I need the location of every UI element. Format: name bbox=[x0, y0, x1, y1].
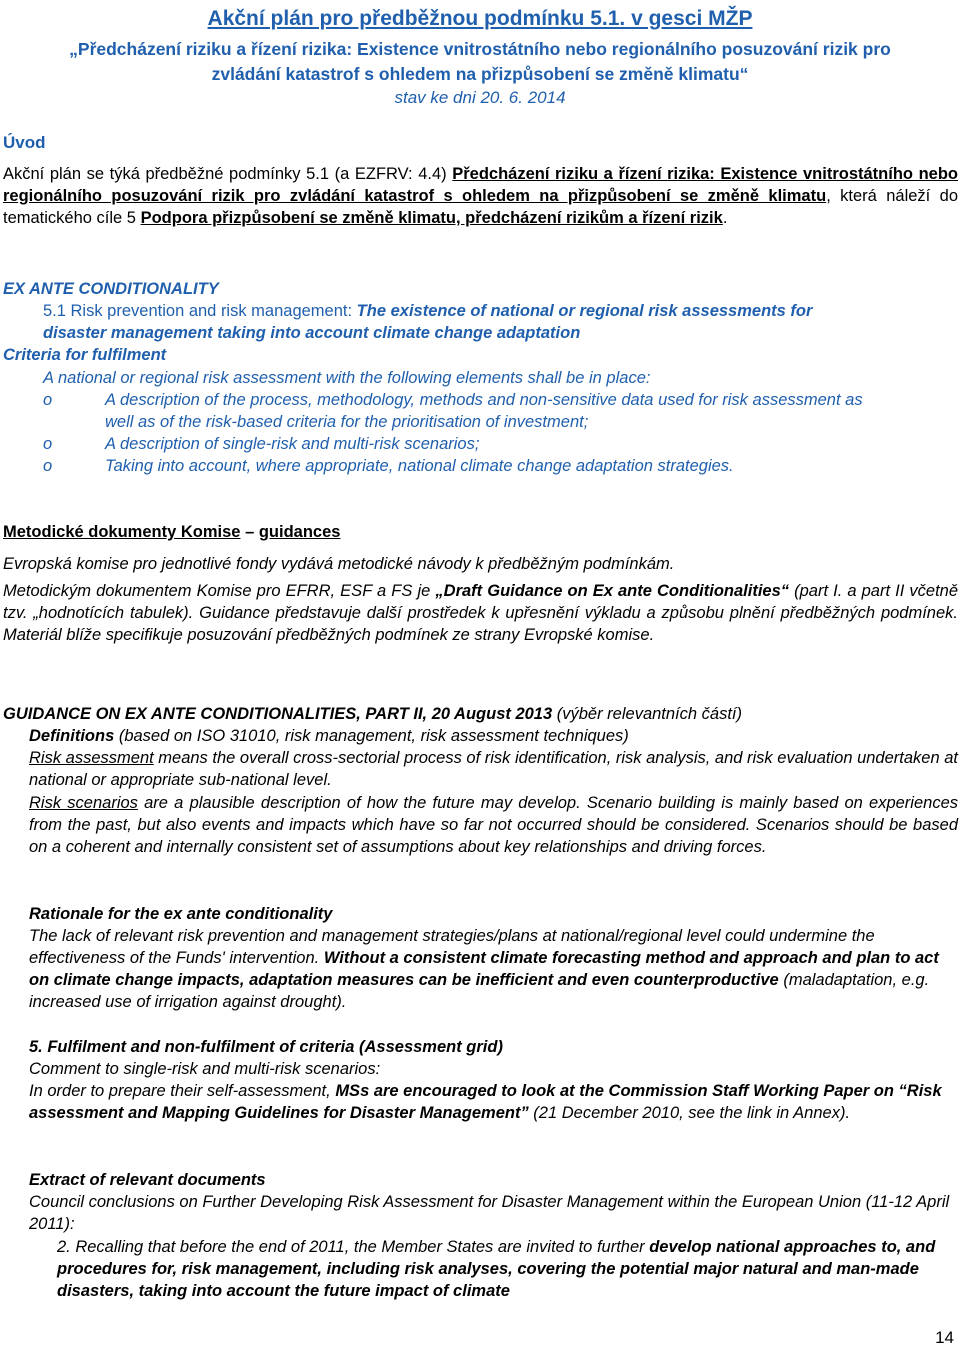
extract-quote: 2. Recalling that before the end of 2011, the Member States are invited to further develop national approaches to, and procedures for, risk management, including risk analyses, covering the potential major natural and man-made disasters, taking into account the future impact of climate bbox=[57, 1238, 936, 1300]
fulfilment-paragraph: In order to prepare their self-assessment, MSs are encouraged to look at the Commission Staff Working Paper on “Risk assessment and Mapping Guidelines for Disaster Management” (21 December 2010, see the link in Annex). bbox=[29, 1082, 942, 1122]
guidance-heading: GUIDANCE ON EX ANTE CONDITIONALITIES, PART II, 20 August 2013 (výběr relevantních částí) bbox=[3, 705, 742, 723]
page-number: 14 bbox=[935, 1328, 954, 1347]
list-item: o A description of single-risk and multi-risk scenarios; bbox=[43, 435, 480, 453]
thematic-objective: Podpora přizpůsobení se změně klimatu, předcházení rizikům a řízení rizik bbox=[140, 209, 723, 227]
list-item: o Taking into account, where appropriate, national climate change adaptation strategies. bbox=[43, 457, 734, 475]
fulfilment-heading: 5. Fulfilment and non-fulfilment of criteria (Assessment grid) bbox=[29, 1038, 503, 1056]
bullet-marker: o bbox=[43, 391, 53, 409]
rationale-heading: Rationale for the ex ante conditionality bbox=[29, 905, 333, 923]
fulfilment-comment: Comment to single-risk and multi-risk scenarios: bbox=[29, 1060, 381, 1078]
risk-scenarios-definition: Risk scenarios are a plausible description of how the future may develop. Scenario building is mainly based on experiences from the past, but also events and impacts which have so far not occurred should be considered. Scenarios should be based on a coherent and internally consistent set of assumptions about key relationships and driving forces. bbox=[29, 794, 958, 856]
methodology-heading: Metodické dokumenty Komise – guidances bbox=[3, 523, 341, 541]
criteria-heading: Criteria for fulfilment bbox=[3, 346, 167, 364]
extract-heading: Extract of relevant documents bbox=[29, 1171, 266, 1189]
bullet-marker: o bbox=[43, 457, 53, 475]
risk-assessment-definition: Risk assessment means the overall cross-sectorial process of risk identification, risk analysis, and risk evaluation undertaken at national or appropriate sub-national level. bbox=[29, 749, 958, 789]
exante-heading: EX ANTE CONDITIONALITY bbox=[3, 280, 219, 298]
bullet-marker: o bbox=[43, 435, 53, 453]
list-item: o A description of the process, methodology, methods and non-sensitive data used for risk assessment as well as of the risk-based criteria for the prioritisation of investment; bbox=[43, 391, 863, 431]
exante-line-1: 5.1 Risk prevention and risk management: The existence of national or regional risk assessments for bbox=[43, 302, 813, 320]
definitions-line: Definitions (based on ISO 31010, risk management, risk assessment techniques) bbox=[29, 727, 629, 745]
criteria-intro: A national or regional risk assessment with the following elements shall be in place: bbox=[43, 369, 651, 387]
status-date: stav ke dni 20. 6. 2014 bbox=[394, 88, 566, 107]
intro-paragraph: Akční plán se týká předběžné podmínky 5.1 (a EZFRV: 4.4) Předcházení riziku a řízení rizika: Existence vnitrostátního nebo regionálního posuzování rizik pro zvládání katastrof s ohledem na přizpůsobení se změně klimatu, která náleží do tematického cíle 5 Podpora přizpůsobení se změně klimatu, předcházení rizikům a řízení rizik. bbox=[3, 165, 958, 227]
exante-line-2: disaster management taking into account climate change adaptation bbox=[43, 324, 581, 342]
subtitle-line-2: zvládání katastrof s ohledem na přizpůsobení se změně klimatu“ bbox=[211, 64, 749, 84]
methodology-paragraph-1: Evropská komise pro jednotlivé fondy vydává metodické návody k předběžným podmínkám. bbox=[3, 555, 675, 573]
rationale-paragraph: The lack of relevant risk prevention and management strategies/plans at national/regional level could undermine the effectiveness of the Funds' intervention. Without a consistent climate forecasting method and approach and plan to act on climate change impacts, adaptation measures can be inefficient and even counterproductive (maladaptation, e.g. increased use of irrigation against drought). bbox=[29, 927, 939, 1011]
intro-heading: Úvod bbox=[3, 133, 46, 152]
methodology-paragraph-2: Metodickým dokumentem Komise pro EFRR, ESF a FS je „Draft Guidance on Ex ante Conditionalities“ (part I. a part II včetně tzv. „hodnotících tabulek). Guidance představuje další prostředek k upřesnění výkladu a způsobu plnění předběžných podmínek. Materiál blíže specifikuje posuzování předběžných podmínek ze strany Evropské komise. bbox=[3, 582, 959, 644]
extract-intro: Council conclusions on Further Developing Risk Assessment for Disaster Management within the European Union (11-12 April 2011): bbox=[29, 1193, 950, 1233]
subtitle-line-1: „Předcházení riziku a řízení rizika: Existence vnitrostátního nebo regionálního posuzování rizik pro bbox=[69, 39, 891, 59]
page-title: Akční plán pro předběžnou podmínku 5.1. v gesci MŽP bbox=[207, 7, 753, 30]
condition-name: Předcházení riziku a řízení rizika: Existence vnitrostátního nebo regionálního posuzování rizik pro zvládání katastrof s ohledem na přizpůsobení se změně klimatu bbox=[3, 165, 958, 205]
criteria-list bbox=[43, 389, 863, 477]
